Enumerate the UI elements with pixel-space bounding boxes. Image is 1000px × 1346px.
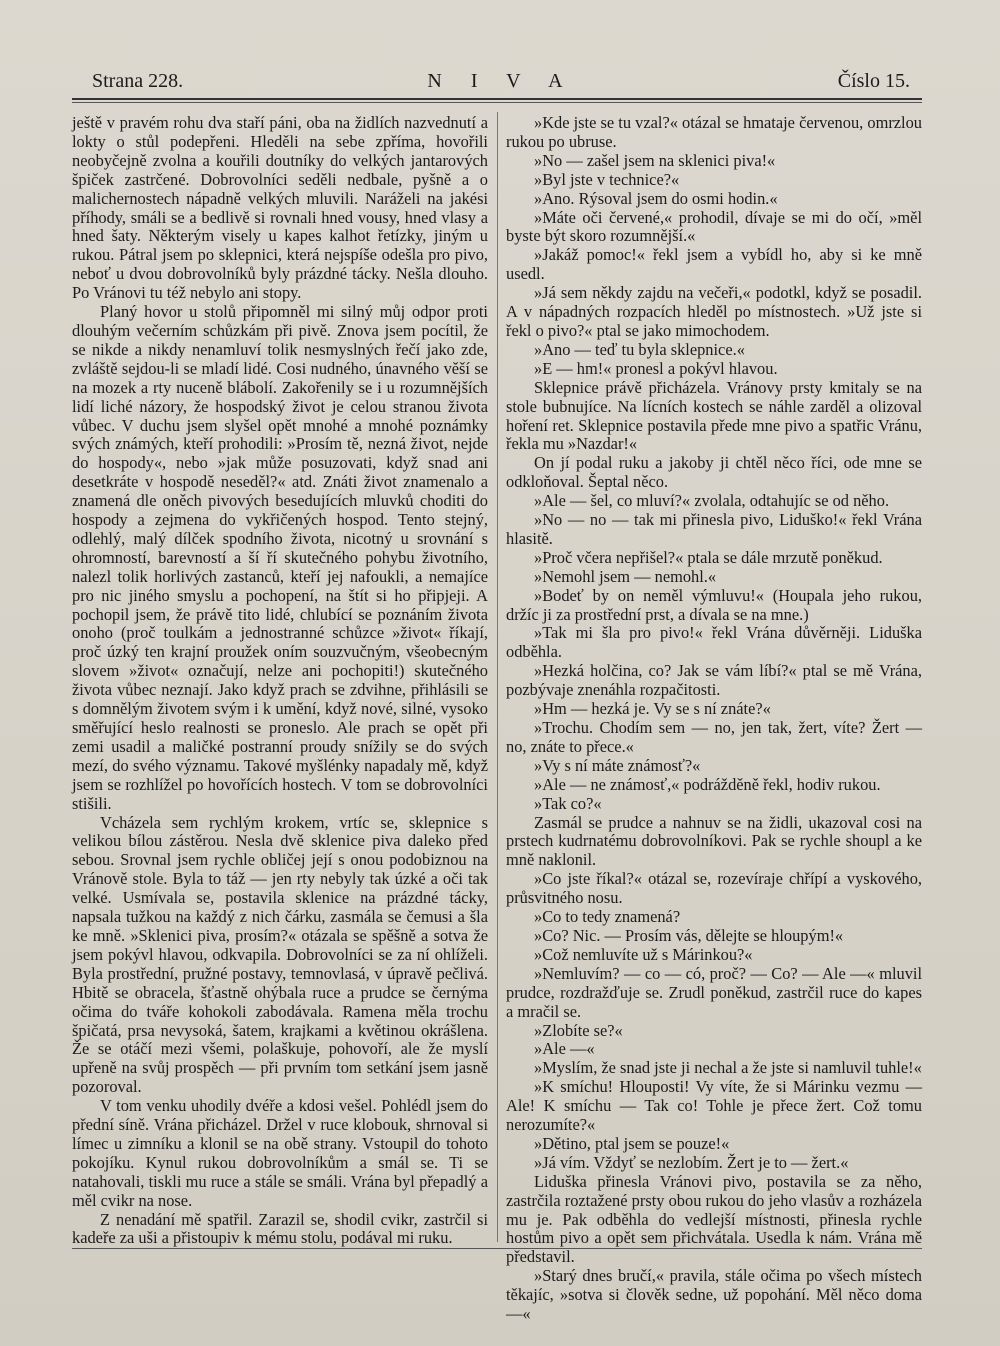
page-header xyxy=(92,70,910,96)
paragraph: ještě v pravém rohu dva staří páni, oba na židlích nazvednutí a lokty o stůl podepřeni. Hleděli na sebe zpříma, hovořili neobyčejně zvolna a kouřili doutníky do velkých jantarových špiček zastrčené. Dobrovolníci seděli nedbale, pyšně a o malichernostech nápadně velkých mluvili. Naráželi na jakési příhody, smáli se a bedlivě si rovnali hned vousy, hned vlasy a hned šaty. Některým visely u kapes kalhot řetízky, jiným u rukou. Pátral jsem po sklepnici, která nejspíše odešla pro pivo, neboť u dvou dobrovolníků byly prázdné tácky. Nešla dlouho. Po Vránovi tu též nebylo ani stopy. xyxy=(72,113,488,303)
paragraph: Z nenadání mě spatřil. Zarazil se, shodil cvikr, zastrčil si kadeře za uši a přistoupiv k mému stolu, podával mi ruku. xyxy=(72,1209,488,1248)
paragraph: »Já sem někdy zajdu na večeři,« podotkl, když se posadil. A v nápadných rozpacích hleděl po místnostech. »Už jste si řekl o pivo?« ptal se jako mimochodem. xyxy=(506,283,922,340)
page-number: Strana 228. xyxy=(92,70,184,92)
right-column xyxy=(506,114,922,1324)
header-rule xyxy=(72,98,922,103)
paragraph: Planý hovor u stolů připomněl mi silný můj odpor proti dlouhým večerním schůzkám při pivě. Znova jsem pocítil, že se nikde a nikdy nenamluví tolik nesmyslných řečí jako zde, zvláště sejdou-li se mladí lidé. Cosi nudného, únavného věší se na mozek a rty nuceně blábolí. Zakořenily se i u rozumnějších lidí liché názory, že hospodský život je celou stranou života vůbec. V duchu jsem slyšel opět mnohé a mnohé poznámky svých známých, kteří prohodili: »Prosím tě, nezná život, nejde do hospody«, nebo »jak může posuzovati, když snad ani desetkráte v hospodě neseděl?« atd. Znáti život znamenalo a znamená dle oněch pivových besedujících mluvků choditi do hospody a zejmena do vykřičených hospod. Tento stejný, odlehlý, malý dílček spodního života, nicotný u srovnání s ohromností, barevností a ší ří skutečného pohybu životního, nalezl tolik horlivých zastanců, kteří jej nafoukli, a nemajíce pro nic jiného smyslu a pochopení, na štít si ho připjeji. A pochopil jsem, že právě tito lidé, chlubící se poznáním života onoho (proč toulkám a jednostranné schůzce »život« říkají, proč úzký ten krajní proužek oním souzvučným, všeobecným slovem »život« označují, nelze ani pochopiti!) skutečného života vůbec neznají. Jako když prach se zdvihne, přihlásili se s domnělým životem svým i k umění, když nové, silné, vysoko směřující heslo realnosti se proneslo. Ale prach se opět při zemi usadil a maličké postranní proudy snížily se do svých mezí, do svého významu. Takové myšlénky napadaly mě, když jsem se rozhlížel po hovořících hostech. V tom se dobrovolníci stišili. xyxy=(72,302,488,813)
paragraph: »Máte oči červené,« prohodil, dívaje se mi do očí, »měl byste být skoro rozumnější.« xyxy=(506,207,922,246)
paragraph: »Tak mi šla pro pivo!« řekl Vrána důvěrněji. Liduška odběhla. xyxy=(506,623,922,662)
paragraph: »Tak co?« xyxy=(534,793,602,813)
paragraph: »No — no — tak mi přinesla pivo, Liduško!« řekl Vrána hlasitě. xyxy=(506,510,922,548)
paragraph: V tom venku uhodily dvéře a kdosi vešel. Pohlédl jsem do přední síně. Vrána přicházel. Držel v ruce klobouk, shrnoval si límec u zimníku a klonil se na obě strany. Vstoupil do tohoto pokojíku. Kynul rukou dobrovolníkům a smál se. Ti se natahovali, tiskli mu ruce a stále se smáli. Vrána byl přepadlý a měl cvikr na nose. xyxy=(72,1096,488,1210)
paragraph: »Byl jste v technice?« xyxy=(534,169,680,189)
paragraph: »Proč včera nepřišel?« ptala se dále mrzutě poněkud. xyxy=(534,547,883,567)
issue-number: Číslo 15. xyxy=(837,70,910,92)
paragraph: »Starý dnes bručí,« pravila, stále očima po všech místech těkajíc, »sotva si člověk sedne, už popohání. Měl něco doma —« xyxy=(506,1266,922,1324)
paragraph: Vcházela sem rychlým krokem, vrtíc se, sklepnice s velikou bílou zástěrou. Nesla dvě sklenice piva daleko před sebou. Srovnal jsem rychle obličej její s onou podobiznou na Vránově stole. Byla to táž — jen rty nebyly tak úzké a oči tak velké. Usmívala se, postavila sklenice na prázdné tácky, napsala tužkou na každý z nich čárku, zasmála se čemusi a šla ke mně. »Sklenici piva, prosím?« otázala se spěšně a sotva že jsem pokývl hlavou, odkvapila. Dobrovolníci se za ní ohlíželi. Byla prostřední, pružné postavy, temnovlasá, v úpravě pečlivá. Hbitě se obracela, šťastně ohýbala ruce a prudce se černýma očima do tváře kohokoli zabodávala. Ramena měla trochu špičatá, prsa nevysoká, šatem, krajkami a květinou okrášlena. Že se otáčí mezi všemi, polaškuje, pohovoří, ale že myslí upřeně na svůj prospěch — při prvním tom setkání jsem jasně pozoroval. xyxy=(72,812,488,1097)
paragraph: »Což nemluvíte už s Márinkou?« xyxy=(534,944,753,964)
paragraph: »Dětino, ptal jsem se pouze!« xyxy=(534,1133,730,1153)
paragraph: »Co to tedy znamená? xyxy=(534,907,681,927)
paragraph: »Kde jste se tu vzal?« otázal se hmataje červenou, omrzlou rukou po ubruse. xyxy=(506,113,922,151)
footer-rule xyxy=(72,1248,922,1249)
paragraph: »Co jste říkal?« otázal se, rozevíraje chřípí a vyskového, průsvitného nosu. xyxy=(506,869,922,908)
paragraph: »Trochu. Chodím sem — no, jen tak, žert, víte? Žert — no, znáte to přece.« xyxy=(506,718,922,756)
left-column xyxy=(72,114,488,1248)
paragraph: Zasmál se prudce a nahnuv se na židli, ukazoval cosi na prstech kudrnatému dobrovolníkovi. Pak se rychle shoupl a ke mně naklonil. xyxy=(506,812,922,870)
paragraph: »Jakáž pomoc!« řekl jsem a vybídl ho, aby si ke mně usedl. xyxy=(506,245,922,284)
paragraph: »Ale —« xyxy=(534,1039,595,1059)
paragraph: »Zlobíte se?« xyxy=(534,1020,623,1040)
paragraph: »K smíchu! Hlouposti! Vy víte, že si Márinku vezmu — Ale! K smíchu — Tak co! Tohle je přece žert. Což tomu nerozumíte?« xyxy=(506,1077,922,1135)
paragraph: »Hm — hezká je. Vy se s ní znáte?« xyxy=(534,699,771,719)
paragraph: »Nemohl jsem — nemohl.« xyxy=(534,566,717,586)
paragraph: »Ale — ne známosť,« podrážděně řekl, hodiv rukou. xyxy=(534,774,881,794)
paragraph: »Hezká holčina, co? Jak se vám líbí?« ptal se mě Vrána, pozbývaje znenáhla rozpačitosti. xyxy=(506,661,922,700)
paragraph: »Ano. Rýsoval jsem do osmi hodin.« xyxy=(534,188,778,208)
paragraph: »Co? Nic. — Prosím vás, dělejte se hloupým!« xyxy=(534,925,844,945)
paragraph: »No — zašel jsem na sklenici piva!« xyxy=(534,150,776,170)
paragraph: »E — hm!« pronesl a pokývl hlavou. xyxy=(534,358,778,378)
paragraph: »Nemluvím? — co — có, proč? — Co? — Ale —« mluvil prudce, rozdražďuje se. Zrudl poněkud, zastrčil ruce do kapes a mračil se. xyxy=(506,963,922,1021)
column-divider xyxy=(497,112,498,1242)
paragraph: »Já vím. Vždyť se nezlobím. Žert je to — žert.« xyxy=(534,1152,849,1172)
paragraph: »Bodeť by on neměl výmluvu!« (Houpala jeho rukou, držíc ji za prostřední prst, a dívala se na mne.) xyxy=(506,585,922,624)
magazine-title: N I V A xyxy=(427,70,575,92)
paragraph: »Myslím, že snad jste ji nechal a že jste si namluvil tuhle!« xyxy=(534,1058,922,1078)
paragraph: »Ale — šel, co mluví?« zvolala, odtahujíc se od něho. xyxy=(534,491,890,511)
paragraph: »Ano — teď tu byla sklepnice.« xyxy=(534,339,745,359)
paragraph: »Vy s ní máte známosť?« xyxy=(534,755,701,775)
paragraph: Sklepnice právě přicházela. Vránovy prsty kmitaly se na stole bubnujíce. Na lícních kostech se náhle zarděl a olizoval hoření ret. Sklepnice postavila přede mne pivo a spatřic Vránu, řekla mu »Nazdar!« xyxy=(506,377,922,454)
paragraph: On jí podal ruku a jakoby ji chtěl něco říci, ode mne se odkloňoval. Šeptal něco. xyxy=(506,453,922,492)
paragraph: Liduška přinesla Vránovi pivo, postavila se za něho, zastrčila roztažené prsty obou rukou do jeho vlasův a rozházela mu je. Pak odběhla do vedlejší místnosti, přinesla rychle hostům pivo a opět sem přichvátala. Usedla k nám. Vrána mě představil. xyxy=(506,1171,922,1267)
